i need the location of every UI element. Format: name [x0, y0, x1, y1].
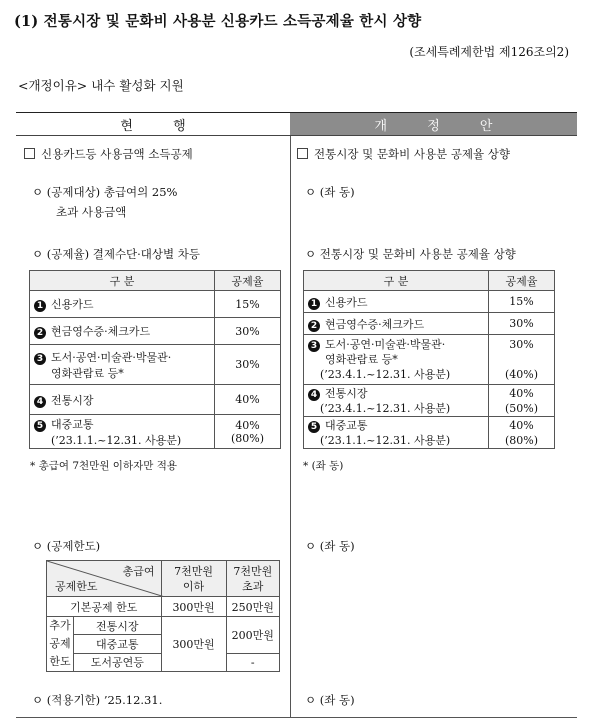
table-row: 1 신용카드 15% [304, 291, 555, 313]
number-badge-icon: 3 [34, 353, 46, 365]
page-title: (1) 전통시장 및 문화비 사용분 신용카드 소득공제율 한시 상향 [14, 13, 422, 30]
column-divider [290, 136, 291, 717]
revision-reason: <개정이유> 내수 활성화 지원 [18, 78, 184, 93]
left-limit-heading: ㅇ (공제한도) [32, 539, 101, 553]
law-reference: (조세특례제한법 제126조의2) [409, 45, 569, 59]
table-row: 2 현금영수증·체크카드 30% [30, 318, 281, 345]
number-badge-icon: 5 [308, 421, 320, 433]
number-badge-icon: 5 [34, 420, 46, 432]
right-rate-heading: ㅇ 전통시장 및 문화비 사용분 공제율 상향 [305, 247, 516, 261]
right-same-1: ㅇ (좌 동) [305, 185, 355, 199]
table-row: 5 대중교통 (’23.1.1.~12.31. 사용분) 40% (80%) [30, 415, 281, 449]
number-badge-icon: 1 [308, 298, 320, 310]
left-rate-heading: ㅇ (공제율) 결제수단·대상별 차등 [32, 247, 201, 261]
table-row: 1 신용카드 15% [30, 291, 281, 318]
header-proposed: 개 정 안 [290, 112, 577, 136]
number-badge-icon: 4 [308, 389, 320, 401]
table-header-category: 구 분 [304, 271, 489, 291]
right-same-2: ㅇ (좌 동) [305, 539, 355, 553]
right-rate-table [303, 270, 555, 449]
left-footnote: * 총급여 7천만원 이하자만 적용 [30, 460, 177, 472]
number-badge-icon: 2 [308, 320, 320, 332]
right-same-3: ㅇ (좌 동) [305, 693, 355, 707]
checkbox-icon [24, 148, 35, 159]
table-row: 3 도서·공연·미술관·박물관· 영화관람료 등* (’23.4.1.~12.31. 사용분) 30% (40%) [304, 335, 555, 385]
table-row: 5 대중교통 (’23.1.1.~12.31. 사용분) 40% (80%) [304, 417, 555, 449]
left-rate-table [29, 270, 281, 449]
table-row: 3 도서·공연·미술관·박물관· 영화관람료 등* 30% [30, 345, 281, 385]
number-badge-icon: 3 [308, 340, 320, 352]
limit-table: 총급여 공제한도 7천만원 이하 7천만원 초과 기본공제 한도 300만원 250만원 추가 공제 한도 전통시장 300만원 200만원 대중교통 도서공연등 - [46, 560, 280, 672]
left-target-line2: 초과 사용금액 [56, 205, 127, 219]
number-badge-icon: 1 [34, 300, 46, 312]
table-row: 4 전통시장 40% [30, 385, 281, 415]
table-header-rate: 공제율 [215, 271, 281, 291]
left-target-line1: ㅇ (공제대상) 총급여의 25% [32, 185, 178, 199]
table-header-category: 구 분 [30, 271, 215, 291]
table-row: 2 현금영수증·체크카드 30% [304, 313, 555, 335]
bottom-border [16, 717, 577, 718]
table-header-rate: 공제율 [489, 271, 555, 291]
header-current: 현 행 [16, 112, 290, 136]
right-section-heading: 전통시장 및 문화비 사용분 공제율 상향 [297, 146, 510, 162]
limit-diagonal-header: 총급여 공제한도 [47, 561, 162, 597]
right-footnote: * (좌 동) [303, 460, 344, 472]
number-badge-icon: 4 [34, 396, 46, 408]
checkbox-icon [297, 148, 308, 159]
left-section-heading: 신용카드등 사용금액 소득공제 [24, 146, 193, 162]
table-row: 4 전통시장 (’23.4.1.~12.31. 사용분) 40% (50%) [304, 385, 555, 417]
left-period: ㅇ (적용기한) ’25.12.31. [32, 693, 163, 707]
number-badge-icon: 2 [34, 327, 46, 339]
